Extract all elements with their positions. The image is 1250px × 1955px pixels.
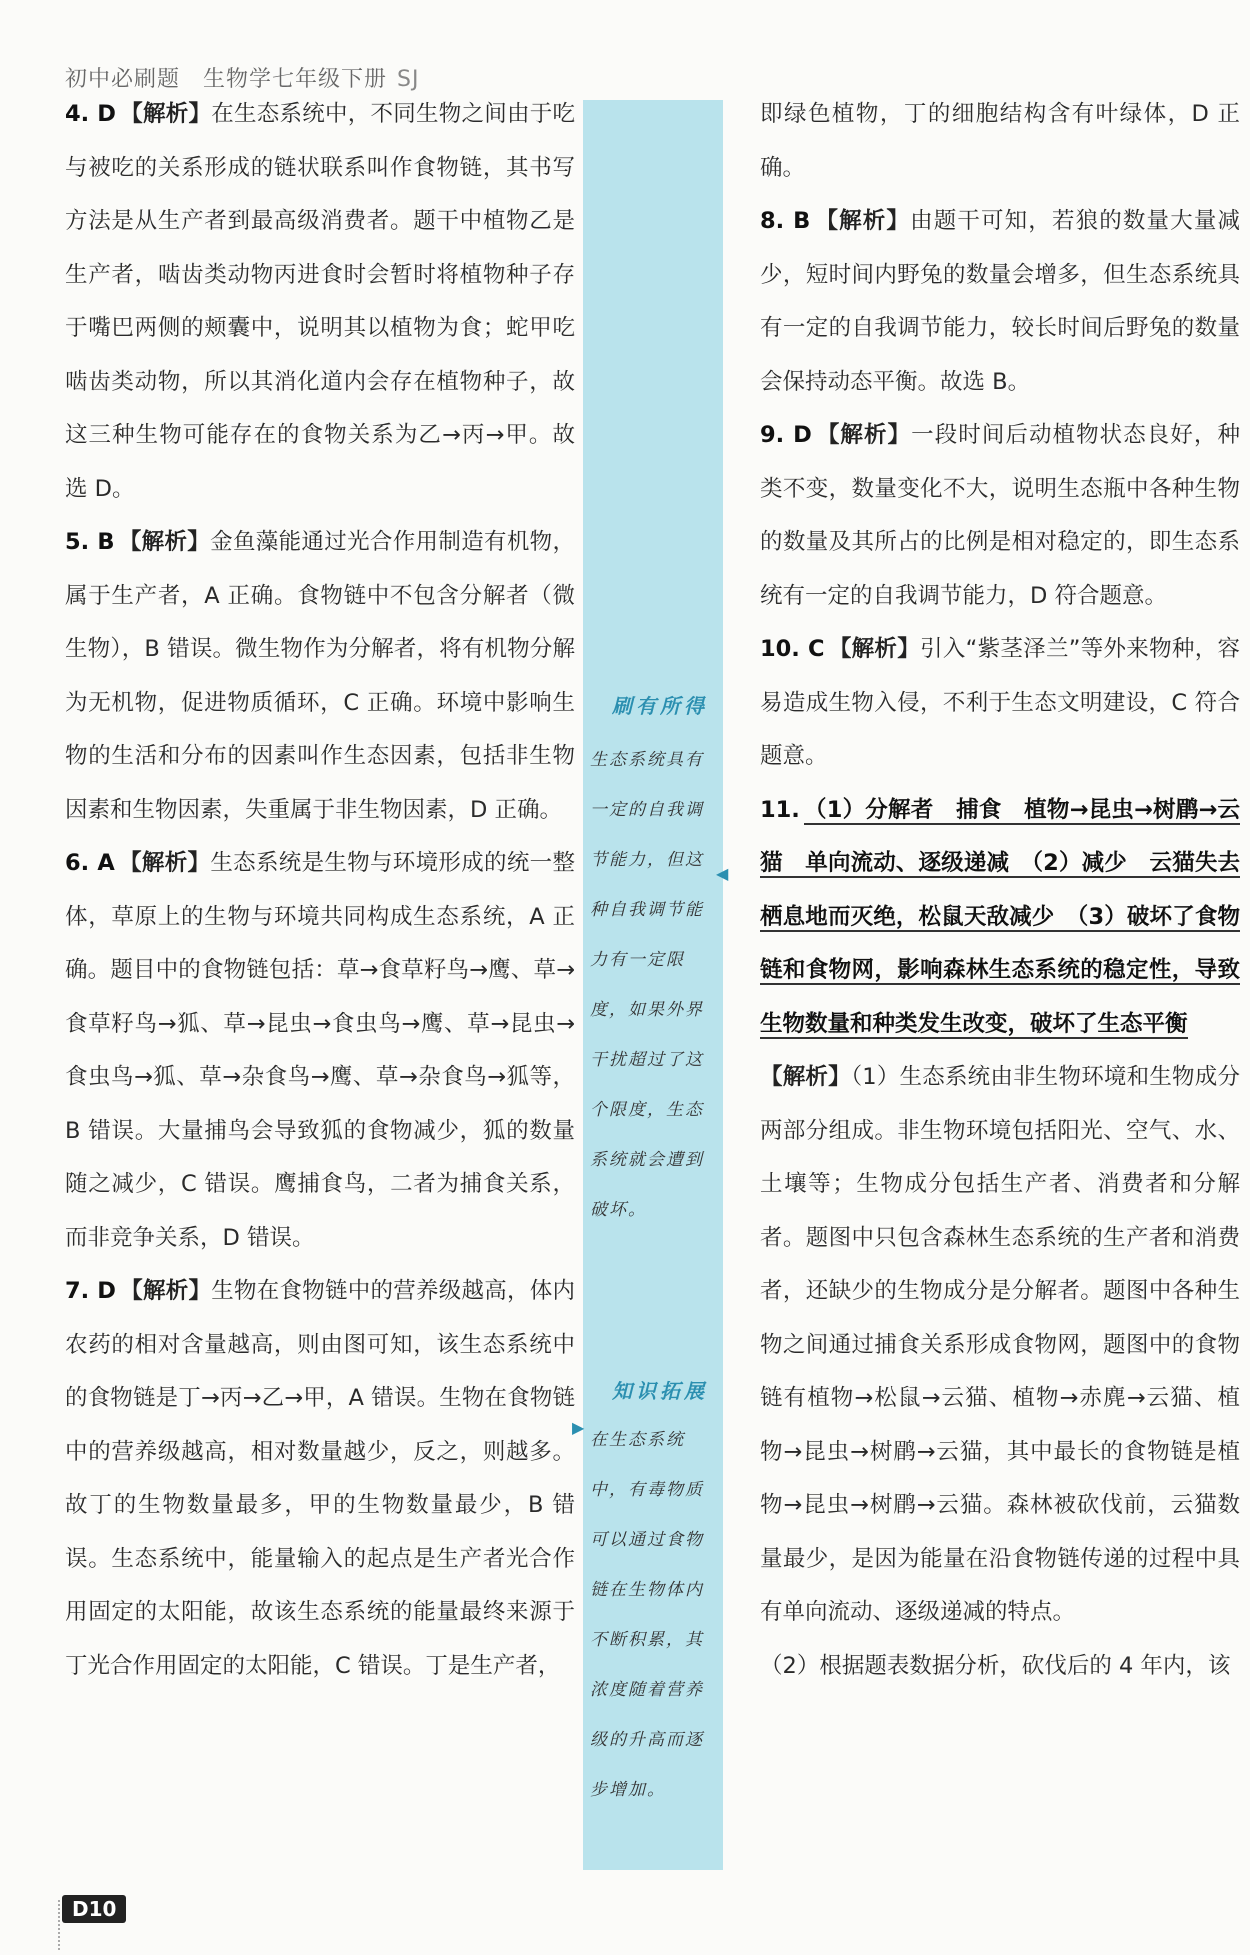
question-number: 11.: [760, 796, 800, 823]
question-7-continued: 即绿色植物，丁的细胞结构含有叶绿体，D 正确。: [760, 101, 1240, 181]
answer-text: （1）分解者 捕食 植物→昆虫→树鹛→云猫 单向流动、逐级递减 （2）减少 云猫失去栖息地而灭绝，松鼠天敌减少 （3）破坏了食物链和食物网，影响森林生态系统的稳定性，导致生物数量和种类发生改变，破坏了生态平衡: [760, 796, 1240, 1037]
question-number: 5. B: [65, 529, 115, 555]
analysis-tag: 【解析】: [118, 850, 211, 876]
analysis-text: 金鱼藻能通过光合作用制造有机物，属于生产者，A 正确。食物链中不包含分解者（微生物），B 错误。微生物作为分解者，将有机物分解为无机物，促进物质循环，C 正确。环境中影响生物的生活和分布的因素叫作生态因素，包括非生物因素和生物因素，失重属于非生物因素，D 正确。: [65, 529, 575, 823]
analysis-text: 引入“紫茎泽兰”等外来物种，容易造成生物入侵，不利于生态文明建设，C 符合题意。: [760, 636, 1240, 769]
sidebar-title-gain: 刷有所得: [612, 694, 708, 718]
question-5: [65, 516, 575, 837]
analysis-text: 一段时间后动植物状态良好，种类不变，数量变化不大，说明生态瓶中各种生物的数量及其所占的比例是相对稳定的，即生态系统有一定的自我调节能力，D 符合题意。: [760, 422, 1240, 609]
question-number: 6. A: [65, 850, 115, 876]
header-edition: SJ: [397, 67, 420, 92]
page-number: D10: [62, 1895, 126, 1923]
pointer-right-icon: ▶: [572, 1418, 585, 1437]
sidebar-text-gain: 生态系统具有一定的自我调节能力，但这种自我调节能力有一定限度，如果外界干扰超过了这个限度，生态系统就会遭到破坏。: [590, 750, 704, 1220]
analysis-tag: 【解析】: [760, 1064, 851, 1090]
analysis-tag: 【解析】: [119, 1278, 212, 1304]
question-number: 8. B: [760, 208, 811, 234]
question-8: [760, 195, 1240, 409]
analysis-tag: 【解析】: [828, 636, 921, 662]
pointer-left-icon: ◀: [716, 864, 729, 883]
analysis-tag: 【解析】: [815, 422, 912, 448]
question-11-analysis-2: （2）根据题表数据分析，砍伐后的 4 年内，该: [760, 1652, 1231, 1679]
question-4: [65, 88, 575, 516]
question-number: 7. D: [65, 1278, 116, 1304]
question-6: [65, 837, 575, 1265]
analysis-text: 在生态系统中，不同生物之间由于吃与被吃的关系形成的链状联系叫作食物链，其书写方法是从生产者到最高级消费者。题干中植物乙是生产者，啮齿类动物丙进食时会暂时将植物种子存于嘴巴两侧的颊囊中，说明其以植物为食；蛇甲吃啮齿类动物，所以其消化道内会存在植物种子，故这三种生物可能存在的食物关系为乙→丙→甲。故选 D。: [65, 101, 575, 502]
sidebar-title-extension: 知识拓展: [612, 1379, 708, 1403]
analysis-tag: 【解析】: [814, 208, 911, 234]
question-number: 10. C: [760, 636, 825, 662]
analysis-tag: 【解析】: [119, 101, 212, 127]
analysis-text: 生态系统是生物与环境形成的统一整体，草原上的生物与环境共同构成生态系统，A 正确。题目中的食物链包括：草→食草籽鸟→鹰、草→食草籽鸟→狐、草→昆虫→食虫鸟→鹰、草→昆虫→食虫鸟→狐、草→杂食鸟→鹰、草→杂食鸟→狐等，B 错误。大量捕鸟会导致狐的食物减少，狐的数量随之减少，C 错误。鹰捕食鸟，二者为捕食关系，而非竞争关系，D 错误。: [65, 850, 575, 1251]
header-title: 初中必刷题 生物学七年级下册: [65, 67, 388, 92]
question-10: [760, 623, 1240, 784]
question-number: 4. D: [65, 101, 116, 127]
question-11-analysis: [760, 1051, 1240, 1640]
analysis-text: （1）生态系统由非生物环境和生物成分两部分组成。非生物环境包括阳光、空气、水、土壤等；生物成分包括生产者、消费者和分解者。题图中只包含森林生态系统的生产者和消费者，还缺少的生物成分是分解者。题图中各种生物之间通过捕食关系形成食物网，题图中的食物链有植物→松鼠→云猫、植物→赤麂→云猫、植物→昆虫→树鹛→云猫，其中最长的食物链是植物→昆虫→树鹛→云猫。森林被砍伐前，云猫数量最少，是因为能量在沿食物链传递的过程中具有单向流动、逐级递减的特点。: [760, 1064, 1240, 1625]
analysis-text: 生物在食物链中的营养级越高，体内农药的相对含量越高，则由图可知，该生态系统中的食物链是丁→丙→乙→甲，A 错误。生物在食物链中的营养级越高，相对数量越少，反之，则越多。故丁的生物数量最多，甲的生物数量最少，B 错误。生态系统中，能量输入的起点是生产者光合作用固定的太阳能，故该生态系统的能量最终来源于丁光合作用固定的太阳能，C 错误。丁是生产者，: [65, 1278, 575, 1679]
question-11: [760, 784, 1240, 1052]
left-column: [65, 88, 575, 1693]
sidebar-text-extension: 在生态系统中，有毒物质可以通过食物链在生物体内不断积累，其浓度随着营养级的升高而逐步增加。: [590, 1430, 704, 1800]
right-column: [760, 88, 1240, 1693]
question-7: [65, 1265, 575, 1693]
analysis-tag: 【解析】: [118, 529, 211, 555]
analysis-text: 由题干可知，若狼的数量大量减少，短时间内野兔的数量会增多，但生态系统具有一定的自我调节能力，较长时间后野兔的数量会保持动态平衡。故选 B。: [760, 208, 1240, 395]
question-number: 9. D: [760, 422, 812, 448]
question-9: [760, 409, 1240, 623]
